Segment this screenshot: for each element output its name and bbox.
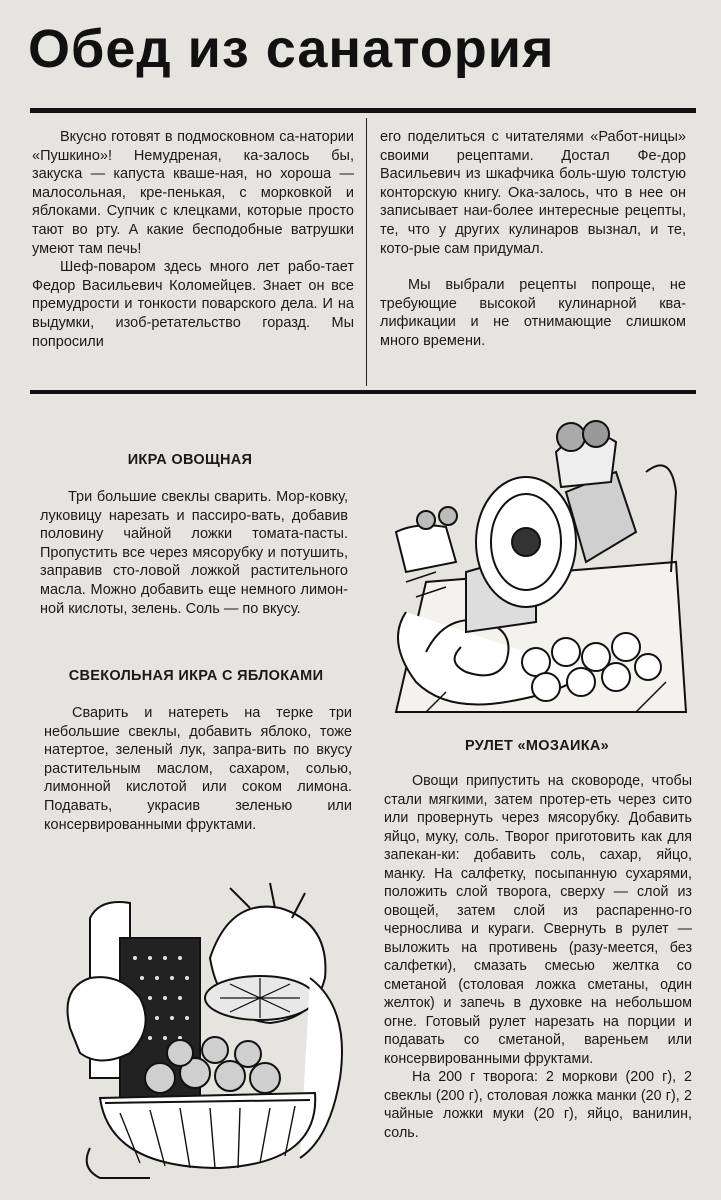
intro-paragraph: Шеф-поваром здесь много лет рабо-тает Федор Васильевич Коломейцев. Знает он все премудрости и тонкости поварского дела. И на выдумки, изоб-ретательство горазд. Мы попросили	[32, 259, 354, 350]
top-rule	[30, 108, 696, 113]
intro-paragraph: Вкусно готовят в подмосковном са-натории «Пушкино»! Немудреная, ка-залось бы, закуска — капуста кваше-ная, но хороша — малосольная, кре-пенькая, с морковкой и яблоками. Супчик с клецками, которые просто тают во рту. А какие бесподобные ватрушки умеют там печь!	[32, 129, 354, 257]
recipe-paragraph: Сварить и натереть на терке три небольшие свеклы, добавить яблоко, тоже натертое, зеленый лук, запра-вить по вкусу растительным маслом, сахаром, солью, лимонной кислотой или соком лимона. Подавать, украсив зеленью или консервированными фруктами.	[44, 705, 352, 833]
recipe-text-svekla	[44, 704, 352, 834]
intro-paragraph: Мы выбрали рецепты попроще, не требующие высокой кулинарной ква-лификации и не отнимающие слишком много времени.	[380, 277, 686, 349]
column-divider	[366, 118, 367, 386]
recipe-text-rulet	[384, 772, 692, 1142]
meat-grinder-illustration	[386, 412, 690, 722]
intro-paragraph: его поделиться с читателями «Работ-ницы» своими рецептами. Достал Фе-дор Васильевич из шкафчика боль-шую толстую конторскую книгу. Ока-залось, что в нее он записывает наи-более интересные рецепты, те, что у других кулинаров вызнал, и те, кото-рые сам придумал.	[380, 129, 686, 257]
recipe-paragraph: Овощи припустить на сковороде, чтобы стали мягкими, затем протер-еть через сито или провернуть через мясорубку. Добавить яйцо, муку, соль. Творог приготовить как для запекан-ки: добавить соль, сахар, яйцо, манку. На салфетку, посыпанную сухарями, положить слой творога, сверху — слой из овощей, затем слой из распаренно-го чернослива и кураги. Свернуть в рулет — выложить на противень (разу-меется, без салфетки), смазать смесью желтка со сметаной (столовая ложка сметаны, один желток) и запечь в духовке на небольшом огне. Готовый рулет нарезать на порции и подавать со сметаной, вареньем или консервированными фруктами.	[384, 773, 692, 1067]
recipe-heading-ikra: ИКРА ОВОЩНАЯ	[127, 452, 253, 468]
intro-left-column	[32, 128, 354, 351]
recipe-paragraph: Три большие свеклы сварить. Мор-ковку, луковицу нарезать и пассиро-вать, добавив половину чайной ложки томата-пасты. Пропустить все через мясорубку и потушить, заправив сто-ловой ложкой растительного масла. Можно добавить еще немного лимон-ной кислоты, зелень. Соль — по вкусу.	[40, 489, 348, 617]
recipe-heading-rulet: РУЛЕТ «МОЗАИКА»	[465, 738, 609, 754]
paragraph-gap	[380, 258, 686, 276]
article-title: Обед из санатория	[28, 19, 555, 79]
recipe-text-ikra	[40, 488, 348, 618]
recipe-heading-svekla: СВЕКОЛЬНАЯ ИКРА С ЯБЛОКАМИ	[68, 668, 324, 684]
grater-fruit-illustration	[60, 878, 350, 1180]
intro-right-column	[380, 128, 686, 351]
recipe-paragraph: На 200 г творога: 2 моркови (200 г), 2 свеклы (200 г), столовая ложка манки (20 г), 2 чайные ложки муки (20 г), яйцо, ванилин, соль.	[384, 1069, 692, 1141]
middle-rule	[30, 390, 696, 394]
